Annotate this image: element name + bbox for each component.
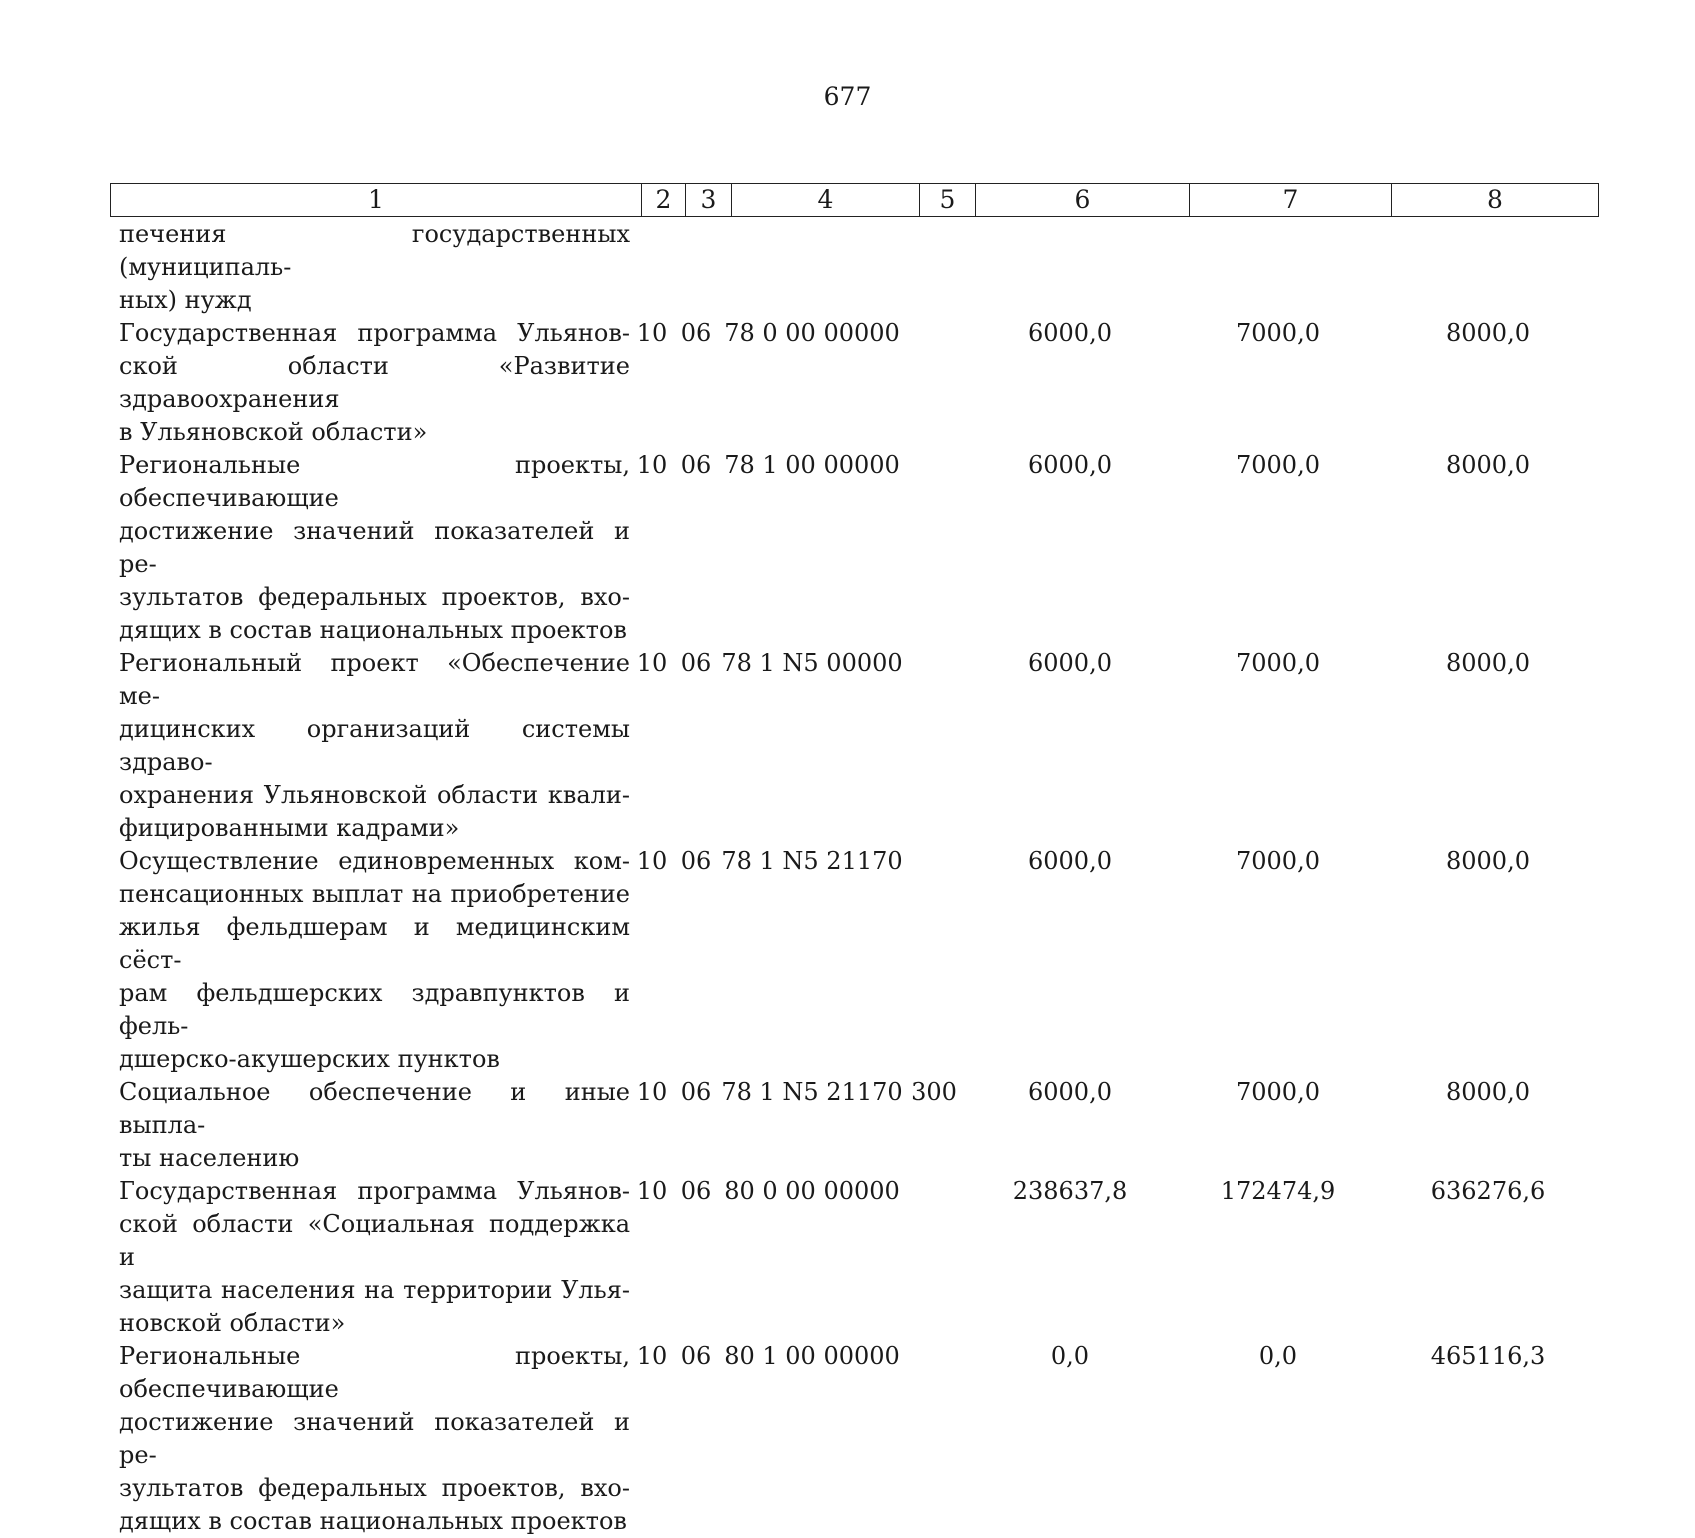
row-col-4: 80 1 00 00000 xyxy=(724,1342,900,1370)
row-description xyxy=(110,1340,630,1538)
row-col-8: 8000,0 xyxy=(1446,451,1530,479)
description-line: зультатов федеральных проектов, вхо- xyxy=(119,583,630,611)
table-body xyxy=(110,218,1598,1538)
row-col-2: 10 xyxy=(636,451,668,479)
row-col-7: 0,0 xyxy=(1258,1342,1298,1370)
row-col-6: 6000,0 xyxy=(1028,847,1112,875)
row-col-2: 10 xyxy=(636,1078,668,1106)
row-col-6: 238637,8 xyxy=(1012,1177,1128,1205)
description-line: Региональные проекты, обеспечивающие xyxy=(119,451,630,512)
description-line: дицинских организаций системы здраво- xyxy=(119,715,630,776)
description-line: печения государственных (муниципаль- xyxy=(119,220,630,281)
row-col-7: 172474,9 xyxy=(1220,1177,1336,1205)
row-col-8: 465116,3 xyxy=(1430,1342,1546,1370)
description-line: защита населения на территории Улья- xyxy=(119,1276,630,1304)
row-description xyxy=(110,317,630,449)
row-col-6: 6000,0 xyxy=(1028,319,1112,347)
description-line: рам фельдшерских здравпунктов и фель- xyxy=(119,979,630,1040)
row-col-6: 6000,0 xyxy=(1028,649,1112,677)
header-col-4: 4 xyxy=(732,184,920,217)
description-line: достижение значений показателей и ре- xyxy=(119,1408,630,1469)
row-col-8: 8000,0 xyxy=(1446,649,1530,677)
row-description xyxy=(110,218,630,317)
header-col-6: 6 xyxy=(976,184,1190,217)
description-line: охранения Ульяновской области квали- xyxy=(119,781,630,809)
description-line: фицированными кадрами» xyxy=(119,814,460,842)
row-col-4: 80 0 00 00000 xyxy=(724,1177,900,1205)
header-col-3: 3 xyxy=(686,184,732,217)
description-line: пенсационных выплат на приобретение xyxy=(119,880,630,908)
table-row xyxy=(110,1340,1598,1538)
description-line: новской области» xyxy=(119,1309,346,1337)
description-line: ской области «Развитие здравоохранения xyxy=(119,352,630,413)
row-col-8: 8000,0 xyxy=(1446,1078,1530,1106)
row-col-8: 636276,6 xyxy=(1430,1177,1546,1205)
row-col-7: 7000,0 xyxy=(1236,1078,1320,1106)
description-line: Осуществление единовременных ком- xyxy=(119,847,630,875)
row-col-4: 78 0 00 00000 xyxy=(724,319,900,347)
table-row xyxy=(110,317,1598,449)
description-line: Региональные проекты, обеспечивающие xyxy=(119,1342,630,1403)
row-col-8: 8000,0 xyxy=(1446,847,1530,875)
row-col-3: 06 xyxy=(680,847,712,875)
header-col-8: 8 xyxy=(1392,184,1599,217)
row-col-2: 10 xyxy=(636,847,668,875)
table-row xyxy=(110,845,1598,1076)
row-col-2: 10 xyxy=(636,1177,668,1205)
row-description xyxy=(110,449,630,647)
table-row xyxy=(110,218,1598,317)
row-description xyxy=(110,1076,630,1175)
description-line: дящих в состав национальных проектов xyxy=(119,1507,627,1535)
row-col-5: 300 xyxy=(911,1078,957,1106)
header-col-5: 5 xyxy=(920,184,976,217)
row-col-2: 10 xyxy=(636,649,668,677)
header-col-2: 2 xyxy=(642,184,686,217)
description-line: дящих в состав национальных проектов xyxy=(119,616,627,644)
description-line: зультатов федеральных проектов, вхо- xyxy=(119,1474,630,1502)
row-col-3: 06 xyxy=(680,649,712,677)
description-line: в Ульяновской области» xyxy=(119,418,428,446)
row-col-3: 06 xyxy=(680,1342,712,1370)
description-line: жилья фельдшерам и медицинским сёст- xyxy=(119,913,630,974)
table-row xyxy=(110,647,1598,845)
row-col-4: 78 1 N5 21170 xyxy=(721,847,903,875)
description-line: ской области «Социальная поддержка и xyxy=(119,1210,630,1271)
row-description xyxy=(110,845,630,1076)
description-line: Региональный проект «Обеспечение ме- xyxy=(119,649,630,710)
header-col-1: 1 xyxy=(111,184,642,217)
table-row xyxy=(110,1076,1598,1175)
row-col-4: 78 1 N5 00000 xyxy=(721,649,903,677)
description-line: Государственная программа Ульянов- xyxy=(119,1177,630,1205)
row-col-6: 6000,0 xyxy=(1028,451,1112,479)
row-col-2: 10 xyxy=(636,1342,668,1370)
table-header xyxy=(110,183,1599,217)
row-col-6: 6000,0 xyxy=(1028,1078,1112,1106)
description-line: Государственная программа Ульянов- xyxy=(119,319,630,347)
row-col-7: 7000,0 xyxy=(1236,451,1320,479)
row-col-3: 06 xyxy=(680,451,712,479)
description-line: ты населению xyxy=(119,1144,300,1172)
row-description xyxy=(110,647,630,845)
row-col-4: 78 1 N5 21170 xyxy=(721,1078,903,1106)
page-number: 677 xyxy=(823,82,872,111)
row-col-7: 7000,0 xyxy=(1236,649,1320,677)
row-col-3: 06 xyxy=(680,1177,712,1205)
description-line: ных) нужд xyxy=(119,286,252,314)
row-col-3: 06 xyxy=(680,1078,712,1106)
row-col-7: 7000,0 xyxy=(1236,319,1320,347)
description-line: дшерско-акушерских пунктов xyxy=(119,1045,500,1073)
table-row xyxy=(110,449,1598,647)
row-col-2: 10 xyxy=(636,319,668,347)
description-line: Социальное обеспечение и иные выпла- xyxy=(119,1078,630,1139)
row-col-8: 8000,0 xyxy=(1446,319,1530,347)
row-col-7: 7000,0 xyxy=(1236,847,1320,875)
description-line: достижение значений показателей и ре- xyxy=(119,517,630,578)
row-col-6: 0,0 xyxy=(1050,1342,1090,1370)
header-col-7: 7 xyxy=(1190,184,1392,217)
row-col-4: 78 1 00 00000 xyxy=(724,451,900,479)
row-col-3: 06 xyxy=(680,319,712,347)
